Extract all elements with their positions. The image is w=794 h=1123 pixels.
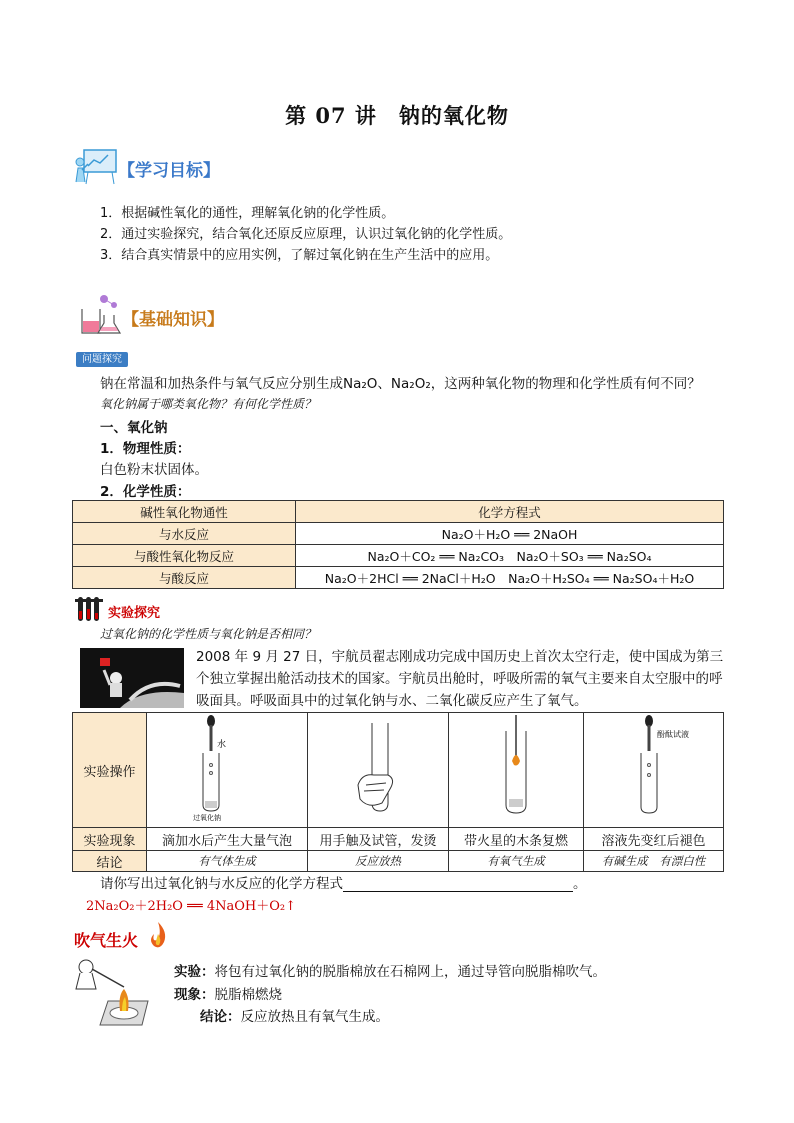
inquiry-tag bbox=[76, 347, 128, 366]
astronaut-photo bbox=[80, 648, 184, 708]
figure-cell bbox=[147, 713, 308, 828]
phenolphthalein-figure bbox=[599, 713, 709, 823]
table-row bbox=[73, 567, 724, 589]
question-text: 钠在常温和加热条件与氧气反应分别生成Na₂O、Na₂O₂，这两种氧化物的物理和化学性质有何不同？ bbox=[100, 376, 701, 392]
objective-item: 3．结合真实情景中的应用实例，了解过氧化钠在生产生活中的应用。 bbox=[100, 248, 499, 263]
figure-label-phenolphthalein: 酚酞试液 bbox=[656, 730, 689, 739]
subquestion-text: 氧化钠属于哪类氧化物？有何化学性质？ bbox=[100, 397, 317, 411]
test-tubes-icon bbox=[74, 595, 104, 623]
experiment-question: 过氧化钠的化学性质与氧化钠是否相同？ bbox=[100, 627, 317, 641]
objective-item: 2．通过实验探究，结合氧化还原反应原理，认识过氧化钠的化学性质。 bbox=[100, 227, 512, 242]
table-cell: 滴加水后产生大量气泡 bbox=[147, 828, 308, 851]
basics-heading: 【基础知识】 bbox=[122, 310, 224, 330]
objectives-heading: 【学习目标】 bbox=[118, 161, 220, 181]
table-cell: 与水反应 bbox=[73, 523, 296, 545]
blow-concl-label: 结论： bbox=[200, 1009, 241, 1025]
figure-cell bbox=[449, 713, 584, 828]
physical-text: 白色粉末状固体。 bbox=[100, 462, 208, 478]
table-cell: 有气体生成 bbox=[147, 851, 308, 872]
blow-phen-label: 现象： bbox=[174, 987, 215, 1003]
table-row bbox=[73, 851, 724, 872]
table-cell: 带火星的木条复燃 bbox=[449, 828, 584, 851]
table-cell: 与酸性氧化物反应 bbox=[73, 545, 296, 567]
inquiry-tag-label: 问题探究 bbox=[76, 352, 128, 367]
equation-prompt-text: 请你写出过氧化钠与水反应的化学方程式 bbox=[100, 876, 343, 892]
table-header: 碱性氧化物通性 bbox=[73, 501, 296, 523]
hand-tube-figure bbox=[338, 713, 418, 823]
fire-icon bbox=[146, 920, 170, 950]
section-title: 一、氧化钠 bbox=[100, 420, 168, 436]
figure-cell bbox=[308, 713, 449, 828]
table-row bbox=[73, 523, 724, 545]
physical-label: 1．物理性质： bbox=[100, 441, 191, 457]
astronaut-story: 2008 年 9 月 27 日，宇航员翟志刚成功完成中国历史上首次太空行走，使中国成为第三个独立掌握出舱活动技术的国家。宇航员出舱时，呼吸所需的氧气主要来自太空服中的呼吸面具。呼吸面具中的过氧化钠与水、二氧化碳反应产生了氧气。 bbox=[196, 649, 724, 709]
blow-fire-heading: 吹气生火 bbox=[74, 931, 139, 950]
table-cell: 反应放热 bbox=[308, 851, 449, 872]
glowing-splint-figure bbox=[476, 713, 556, 823]
table-row bbox=[73, 828, 724, 851]
table-cell: 有氧气生成 bbox=[449, 851, 584, 872]
equation-prompt bbox=[100, 872, 587, 892]
prompt-end: 。 bbox=[573, 876, 587, 892]
blow-exp-text: 将包有过氧化钠的脱脂棉放在石棉网上，通过导管向脱脂棉吹气。 bbox=[214, 964, 606, 980]
blow-experiment-line bbox=[174, 960, 606, 980]
page-title: 第 07 讲 钠的氧化物 bbox=[285, 103, 509, 128]
table-cell: 用手触及试管，发烫 bbox=[308, 828, 449, 851]
table-cell: 实验操作 bbox=[73, 713, 147, 828]
blow-phenomenon-line bbox=[174, 983, 282, 1003]
peroxide-experiment-table bbox=[72, 712, 724, 872]
oxide-properties-table bbox=[72, 500, 724, 589]
table-row bbox=[73, 501, 724, 523]
teacher-board-icon bbox=[74, 148, 118, 186]
figure-label-water: 水 bbox=[217, 740, 227, 750]
equation-answer: 2Na₂O₂＋2H₂O ══ 4NaOH＋O₂↑ bbox=[86, 899, 297, 914]
objective-item: 1．根据碱性氧化的通性，理解氧化钠的化学性质。 bbox=[100, 206, 395, 221]
flask-icon bbox=[74, 293, 124, 337]
table-cell: Na₂O＋H₂O ══ 2NaOH bbox=[296, 523, 724, 545]
blow-concl-text: 反应放热且有氧气生成。 bbox=[240, 1009, 389, 1025]
table-cell: 溶液先变红后褪色 bbox=[584, 828, 724, 851]
blow-exp-label: 实验： bbox=[174, 964, 215, 980]
table-cell: 实验现象 bbox=[73, 828, 147, 851]
table-cell: 与酸反应 bbox=[73, 567, 296, 589]
table-cell: Na₂O＋2HCl ══ 2NaCl＋H₂O Na₂O＋H₂SO₄ ══ Na₂SO₄＋H₂O bbox=[296, 567, 724, 589]
table-cell: Na₂O＋CO₂ ══ Na₂CO₃ Na₂O＋SO₃ ══ Na₂SO₄ bbox=[296, 545, 724, 567]
blow-phen-text: 脱脂棉燃烧 bbox=[214, 987, 282, 1003]
table-row bbox=[73, 545, 724, 567]
table-cell: 结论 bbox=[73, 851, 147, 872]
table-header: 化学方程式 bbox=[296, 501, 724, 523]
answer-blank[interactable] bbox=[343, 879, 573, 892]
table-cell: 有碱生成 有漂白性 bbox=[584, 851, 724, 872]
figure-cell bbox=[584, 713, 724, 828]
experiment-heading: 实验探究 bbox=[108, 606, 161, 621]
chemical-label: 2．化学性质： bbox=[100, 484, 191, 500]
blow-conclusion-line bbox=[200, 1005, 389, 1025]
dropper-water-figure bbox=[187, 713, 267, 823]
blow-experiment-figure bbox=[72, 955, 172, 1035]
figure-label-peroxide: 过氧化钠 bbox=[193, 814, 221, 822]
table-row bbox=[73, 713, 724, 828]
